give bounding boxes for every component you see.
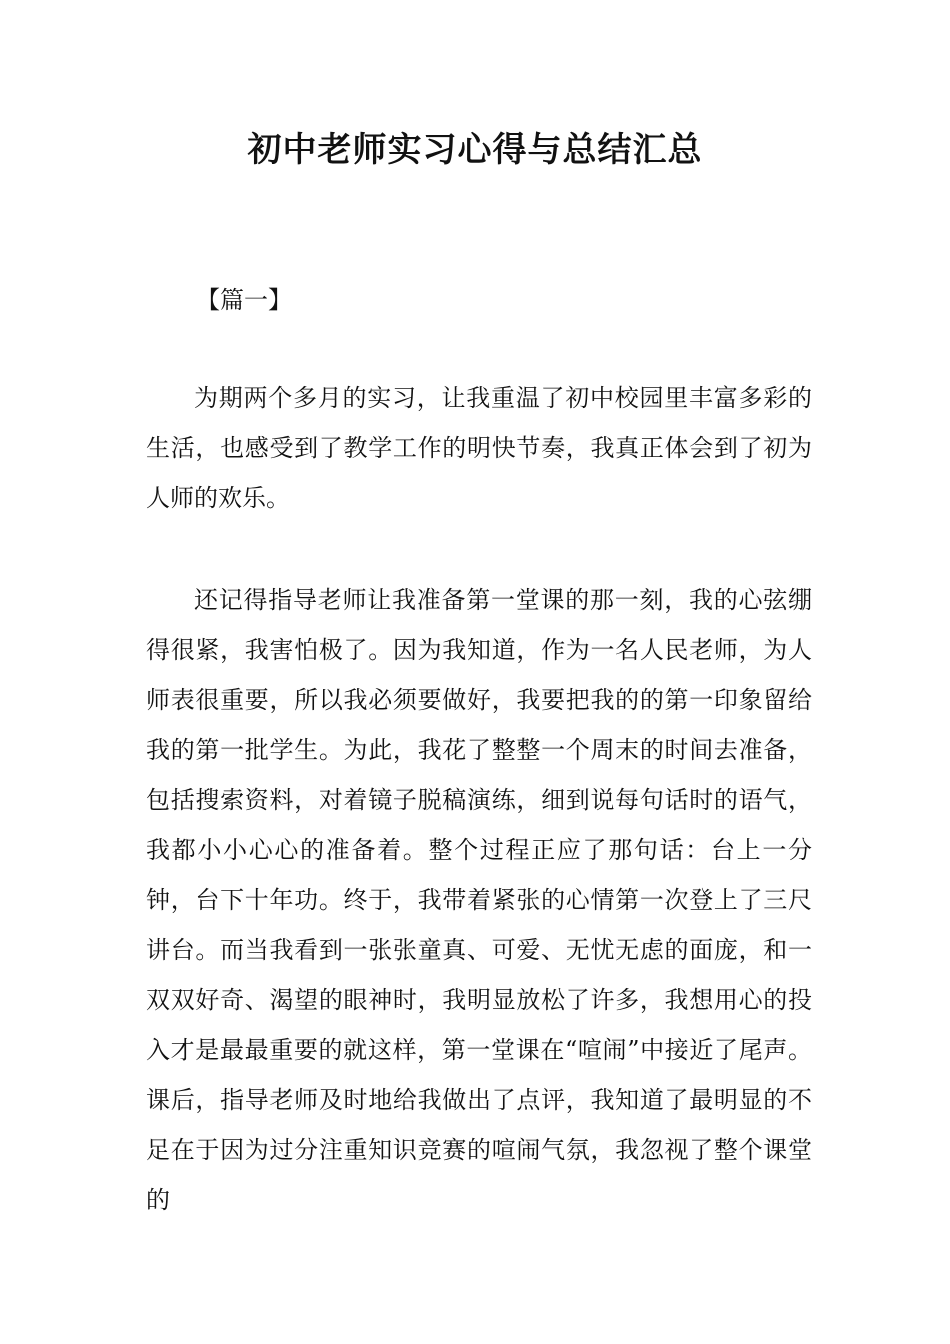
body-paragraph: 为期两个多月的实习，让我重温了初中校园里丰富多彩的生活，也感受到了教学工作的明快节奏，我真正体会到了初为人师的欢乐。 [146, 384, 812, 512]
section-heading: 【篇一】 [196, 286, 292, 314]
document-title: 初中老师实习心得与总结汇总 [247, 130, 703, 170]
body-paragraph: 还记得指导老师让我准备第一堂课的那一刻，我的心弦绷得很紧，我害怕极了。因为我知道，作为一名人民老师，为人师表很重要，所以我必须要做好，我要把我的的第一印象留给我的第一批学生。为此，我花了整整一个周末的时间去准备，包括搜索资料，对着镜子脱稿演练，细到说每句话时的语气，我都小小心心的准备着。整个过程正应了那句话：台上一分钟，台下十年功。终于，我带着紧张的心情第一次登上了三尺讲台。而当我看到一张张童真、可爱、无忧无虑的面庞，和一双双好奇、渴望的眼神时，我明显放松了许多，我想用心的投入才是最最重要的就这样，第一堂课在“喧闹”中接近了尾声。课后，指导老师及时地给我做出了点评，我知道了最明显的不足在于因为过分注重知识竞赛的喧闹气氛，我忽视了整个课堂的 [146, 586, 812, 1214]
